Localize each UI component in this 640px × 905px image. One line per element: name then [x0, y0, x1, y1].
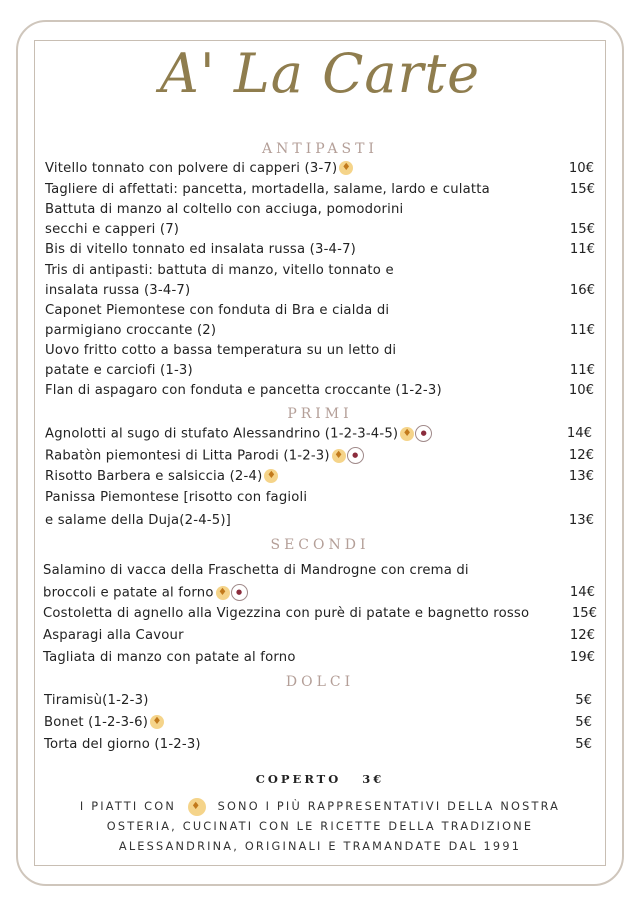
rooster-icon: ♦: [339, 161, 353, 175]
rooster-icon: ♦: [332, 449, 346, 463]
menu-item-line: Tagliere di affettati: pancetta, mortadella, salame, lardo e culatta: [45, 182, 490, 197]
menu-item-price: 13€: [568, 469, 594, 484]
note-line-1: I PIATTI CON ♦ SONO I PIÙ RAPPRESENTATIVI DELLA NOSTRA: [40, 797, 600, 817]
rooster-icon: ♦: [216, 586, 230, 600]
menu-item-line: patate e carciofi (1-3): [45, 363, 193, 378]
menu-item-line: Agnolotti al sugo di stufato Alessandrino (1-2-3-4-5) ♦ ●: [45, 425, 432, 444]
menu-item-line: e salame della Duja(2-4-5)]: [45, 513, 232, 528]
note-line-3: ALESSANDRINA, ORIGINALI E TRAMANDATE DAL 1991: [118, 840, 522, 853]
menu-item-line: Battuta di manzo al coltello con acciuga, pomodorini: [45, 202, 404, 217]
dop-badge-icon: ●: [347, 447, 364, 464]
menu-item-price: 13€: [568, 513, 594, 528]
menu-item-line: Bonet (1-2-3-6) ♦: [44, 714, 164, 732]
menu-item-line: Torta del giorno (1-2-3): [44, 737, 201, 752]
menu-item-price: 12€: [569, 628, 595, 643]
menu-item-line: Asparagi alla Cavour: [43, 628, 184, 643]
dop-badge-icon: ●: [231, 584, 248, 601]
section-secondi: SECONDI: [270, 537, 370, 553]
menu-item-price: 15€: [569, 182, 595, 197]
rooster-icon: ♦: [188, 798, 206, 816]
menu-item-price: 15€: [569, 222, 595, 237]
note-line-2: OSTERIA, CUCINATI CON LE RICETTE DELLA TRADIZIONE: [106, 820, 534, 833]
menu-item-price: 5€: [575, 715, 592, 730]
coperto-price: COPERTO 3€: [255, 772, 385, 786]
menu-item-line: Bis di vitello tonnato ed insalata russa (3-4-7): [45, 242, 357, 257]
menu-item-line: Tiramisù(1-2-3): [44, 693, 149, 708]
menu-item-line: Salamino di vacca della Fraschetta di Mandrogne con crema di: [43, 563, 469, 578]
rooster-icon: ♦: [150, 715, 164, 729]
menu-item-line: broccoli e patate al forno ♦ ●: [43, 584, 248, 603]
menu-item-price: 5€: [575, 693, 592, 708]
menu-item-line: Costoletta di agnello alla Vigezzina con purè di patate e bagnetto rosso: [43, 606, 530, 621]
dop-badge-icon: ●: [415, 425, 432, 442]
section-primi: PRIMI: [287, 406, 353, 422]
menu-item-line: Tagliata di manzo con patate al forno: [43, 650, 296, 665]
menu-item-line: secchi e capperi (7): [45, 222, 180, 237]
menu-item-price: 5€: [575, 737, 592, 752]
menu-title: A' La Carte: [159, 42, 481, 105]
menu-item-line: Caponet Piemontese con fonduta di Bra e cialda di: [45, 303, 390, 318]
rooster-icon: ♦: [264, 469, 278, 483]
menu-item-price: 11€: [569, 323, 595, 338]
menu-item-line: insalata russa (3-4-7): [45, 283, 191, 298]
section-dolci: DOLCI: [285, 674, 355, 690]
menu-item-line: Vitello tonnato con polvere di capperi (3-7) ♦: [45, 160, 353, 178]
section-antipasti: ANTIPASTI: [262, 141, 378, 157]
menu-item-line: Uovo fritto cotto a bassa temperatura su un letto di: [45, 343, 397, 358]
menu-item-price: 15€: [571, 606, 597, 621]
menu-item-price: 14€: [569, 585, 595, 600]
menu-item-price: 11€: [569, 363, 595, 378]
menu-item-price: 19€: [569, 650, 595, 665]
menu-item-line: Tris di antipasti: battuta di manzo, vitello tonnato e: [45, 263, 394, 278]
menu-item-price: 16€: [569, 283, 595, 298]
menu-item-line: Risotto Barbera e salsiccia (2-4) ♦: [45, 468, 278, 486]
menu-item-line: Rabatòn piemontesi di Litta Parodi (1-2-3) ♦ ●: [45, 447, 364, 466]
menu-item-line: Flan di aspagaro con fonduta e pancetta croccante (1-2-3): [45, 383, 442, 398]
menu-item-price: 14€: [566, 426, 592, 441]
menu-item-price: 10€: [568, 161, 594, 176]
menu-item-price: 11€: [569, 242, 595, 257]
menu-item-price: 10€: [568, 383, 594, 398]
menu-item-line: Panissa Piemontese [risotto con fagioli: [45, 490, 308, 505]
menu-item-line: parmigiano croccante (2): [45, 323, 217, 338]
rooster-icon: ♦: [400, 427, 414, 441]
menu-item-price: 12€: [568, 448, 594, 463]
